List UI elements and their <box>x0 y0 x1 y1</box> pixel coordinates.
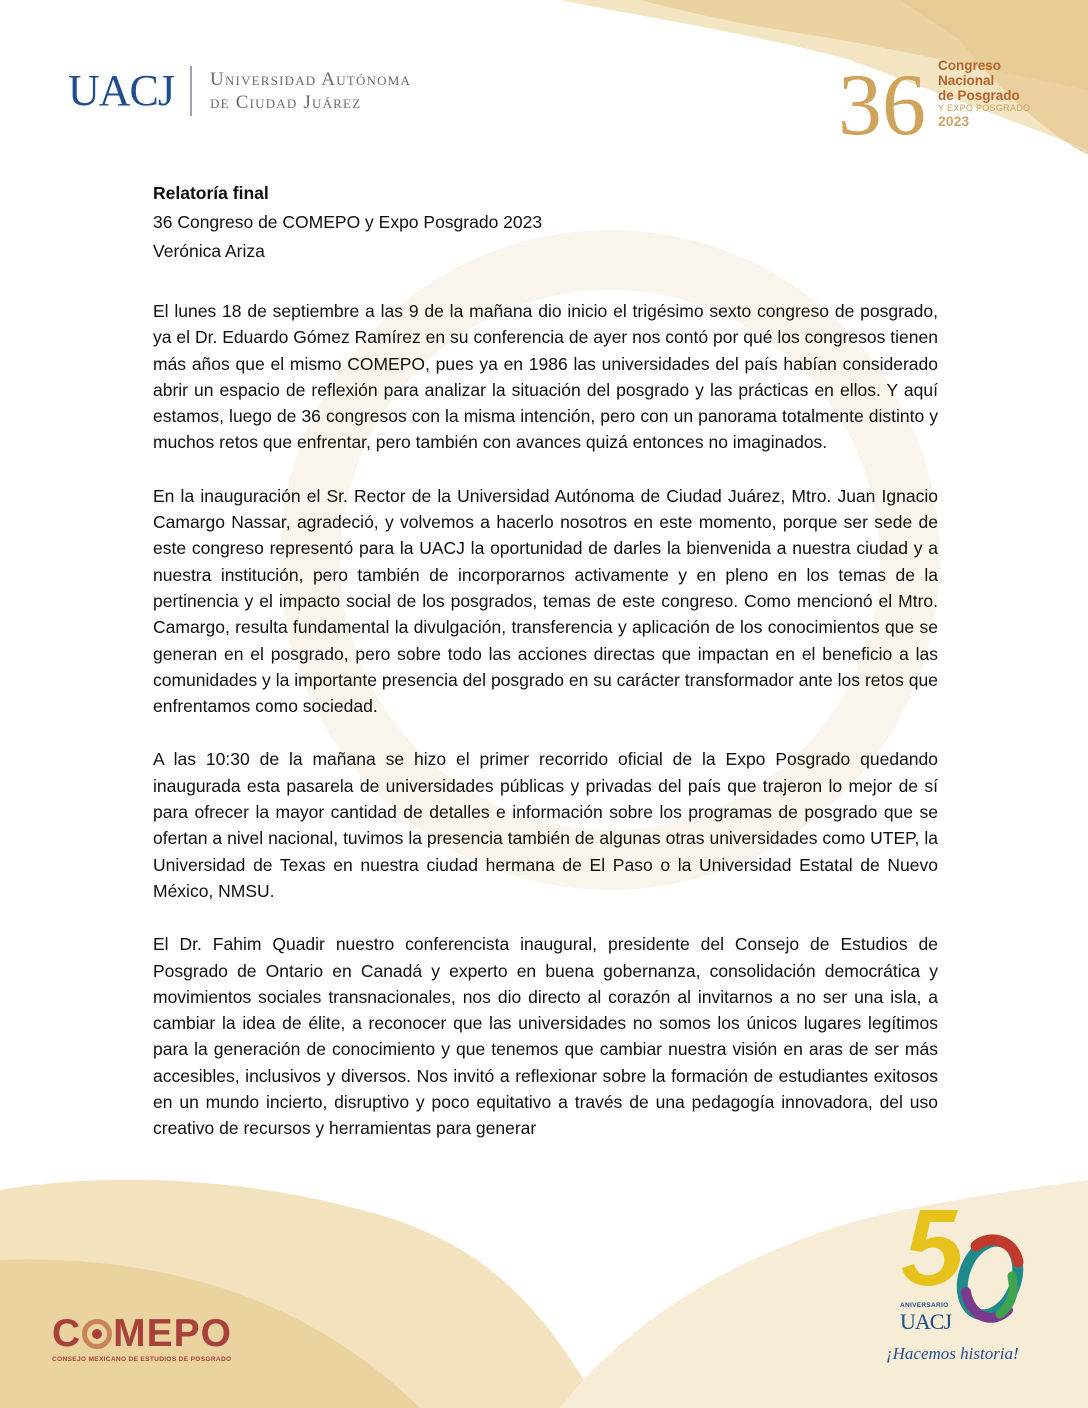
comepo-o-icon <box>82 1319 112 1349</box>
congress-logo <box>838 56 1038 140</box>
paragraph: El lunes 18 de septiembre a las 9 de la mañana dio inicio el trigésimo sexto congreso de posgrado, ya el Dr. Eduardo Gómez Ramírez en su conferencia de ayer nos contó por qué los congresos tienen más años que el mismo COMEPO, pues ya en 1986 las universidades del país habían considerado abrir un espacio de reflexión para analizar la situación del posgrado y las prácticas en ellos. Y aquí estamos, luego de 36 congresos con la misma intención, pero con un panorama totalmente distinto y muchos retos que enfrentar, pero también con avances quizá entonces no imaginados. <box>153 301 938 453</box>
comepo-logo <box>52 1314 232 1363</box>
paragraph: A las 10:30 de la mañana se hizo el primer recorrido oficial de la Expo Posgrado quedando inaugurada esta pasarela de universidades públicas y privadas del país que trajeron lo mejor de sí para ofrecer la mayor cantidad de detalles e información sobre los programas de posgrado que se ofertan a nivel nacional, tuvimos la presencia también de algunas otras universidades como UTEP, la Universidad de Texas en nuestra ciudad hermana de El Paso o la Universidad Estatal de Nuevo México, NMSU. <box>153 749 938 901</box>
uacj-wordmark: UACJ <box>68 66 175 115</box>
uacj-logo <box>68 66 411 116</box>
anniversary-label: ANIVERSARIO <box>900 1302 949 1309</box>
comepo-letters: MEPO <box>113 1312 233 1355</box>
comepo-subtitle: CONSEJO MEXICANO DE ESTUDIOS DE POSGRADO <box>52 1356 232 1363</box>
document-author: Verónica Ariza <box>153 241 265 261</box>
congress-line2: Nacional <box>938 73 995 88</box>
university-name <box>210 68 411 114</box>
congress-title <box>938 58 1030 129</box>
comepo-letter-c: C <box>52 1312 82 1355</box>
university-name-line2: de Ciudad Juárez <box>210 92 362 113</box>
congress-36-emblem <box>838 56 934 140</box>
document-body <box>153 179 938 1142</box>
anniversary-logo <box>880 1206 1050 1376</box>
document-heading <box>153 179 938 266</box>
congress-line3: de Posgrado <box>938 88 1020 103</box>
document-subtitle: 36 Congreso de COMEPO y Expo Posgrado 2023 <box>153 212 543 232</box>
anniversary-slogan: ¡Hacemos historia! <box>886 1344 1019 1363</box>
paragraph: El Dr. Fahim Quadir nuestro conferencista inaugural, presidente del Consejo de Estudios de Posgrado de Ontario en Canadá y experto en buena gobernanza, consolidación democrática y movimientos sociales transnacionales, nos dio directo al corazón al invitarnos a no ser una isla, a cambiar la idea de élite, a reconocer que las universidades no somos los únicos lugares legítimos para la generación de conocimiento y que tenemos que cambiar nuestra visión en aras de ser más accesibles, inclusivos y diversos. Nos invitó a reflexionar sobre la formación de estudiantes exitosos en un mundo incierto, disruptivo y poco equitativo a través de una pedagogía innovadora, del uso creativo de recursos y herramientas para generar <box>153 934 938 1139</box>
congress-line4: Y EXPO POSGRADO <box>938 103 1031 113</box>
document-title: Relatoría final <box>153 183 269 203</box>
logo-divider <box>190 66 192 116</box>
anniversary-uacj-mark: UACJ <box>900 1309 952 1334</box>
congress-line1: Congreso <box>938 58 1002 73</box>
comepo-wordmark <box>52 1314 232 1354</box>
congress-year: 2023 <box>938 113 970 129</box>
paragraph: En la inauguración el Sr. Rector de la Universidad Autónoma de Ciudad Juárez, Mtro. Juan Ignacio Camargo Nassar, agradeció, y volvemos a hacerlo nosotros en este momento, porque ser sede de este congreso representó para la UACJ la oportunidad de darles la bienvenida a nuestra ciudad y a nuestra institución, pero también de incorporarnos activamente y en pleno en los temas de la pertinencia y el impacto social de los posgrados, temas de este congreso. Como mencionó el Mtro. Camargo, resulta fundamental la divulgación, transferencia y aplicación de los conocimientos que se generan en el posgrado, pero sobre todo las acciones directas que impactan en el beneficio a las comunidades y la importante presencia del posgrado en su carácter transformador ante los retos que enfrentamos como sociedad. <box>153 485 938 717</box>
congress-number: 36 <box>838 57 926 140</box>
university-name-line1: Universidad Autónoma <box>210 69 412 90</box>
